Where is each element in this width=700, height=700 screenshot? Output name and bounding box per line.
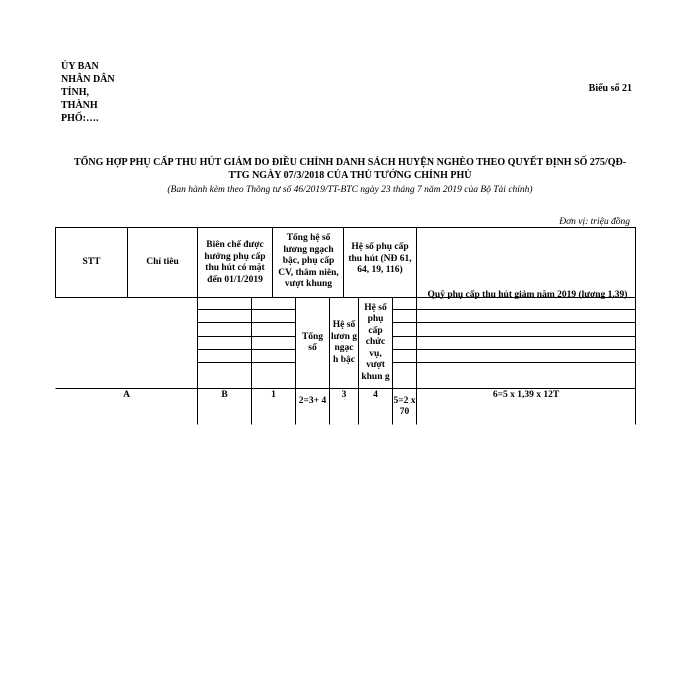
header-he-so-luong: Hệ số lươn g ngạc h bậc [331, 320, 358, 365]
document-subtitle: (Ban hành kèm theo Thông tư số 46/2019/TT-BTC ngày 23 tháng 7 năm 2019 của Bộ Tài chính) [167, 185, 533, 195]
header-tong-he-so: Tổng hệ số lương ngạch bậc, phụ cấp CV, thâm niên, vượt khung [278, 233, 339, 290]
index-cell-a: A [123, 390, 130, 401]
org-line: THÀNH [61, 100, 98, 111]
header-he-so-phu-cap: Hệ số phụ cấp thu hút (NĐ 61, 64, 19, 116) [348, 242, 412, 276]
form-number: Biểu số 21 [588, 83, 632, 94]
header-chi-tieu: Chỉ tiêu [146, 256, 179, 267]
index-cell-2: 2=3+ 4 [298, 396, 327, 407]
header-bien-che: Biên chế được hưởng phụ cấp thu hút có mặt đến 01/1/2019 [204, 240, 266, 285]
index-cell-b: B [221, 390, 228, 401]
index-cell-3: 3 [341, 390, 347, 401]
header-quy-phu-cap: Quỹ phụ cấp thu hút giảm năm 2019 (lương 1,39) [427, 290, 628, 301]
org-line: PHỐ:…. [61, 113, 99, 124]
title-line-1: TỔNG HỢP PHỤ CẤP THU HÚT GIẢM DO ĐIỀU CHỈNH DANH SÁCH HUYỆN NGHÈO THEO QUYẾT ĐỊNH SỐ 275/QĐ- [73, 157, 627, 168]
header-stt: STT [82, 256, 101, 267]
unit-label: Đơn vị: triệu đồng [559, 217, 630, 227]
index-cell-1: 1 [271, 390, 276, 401]
header-tong-so: Tổng số [301, 331, 324, 353]
title-line-2: TTG NGÀY 07/3/2018 CỦA THỦ TƯỚNG CHÍNH PHỦ [228, 170, 472, 181]
header-he-so-pc-cv: Hệ số phụ cấp chức vụ, vượt khun g [361, 302, 390, 382]
index-cell-6: 6=5 x 1,39 x 12T [492, 390, 560, 401]
org-line: NHÂN DÂN [61, 74, 115, 85]
org-line: TỈNH, [61, 87, 90, 98]
index-cell-4: 4 [373, 390, 378, 401]
index-cell-5: 5=2 x 70 [393, 395, 416, 417]
org-line: ỦY BAN [61, 61, 99, 72]
